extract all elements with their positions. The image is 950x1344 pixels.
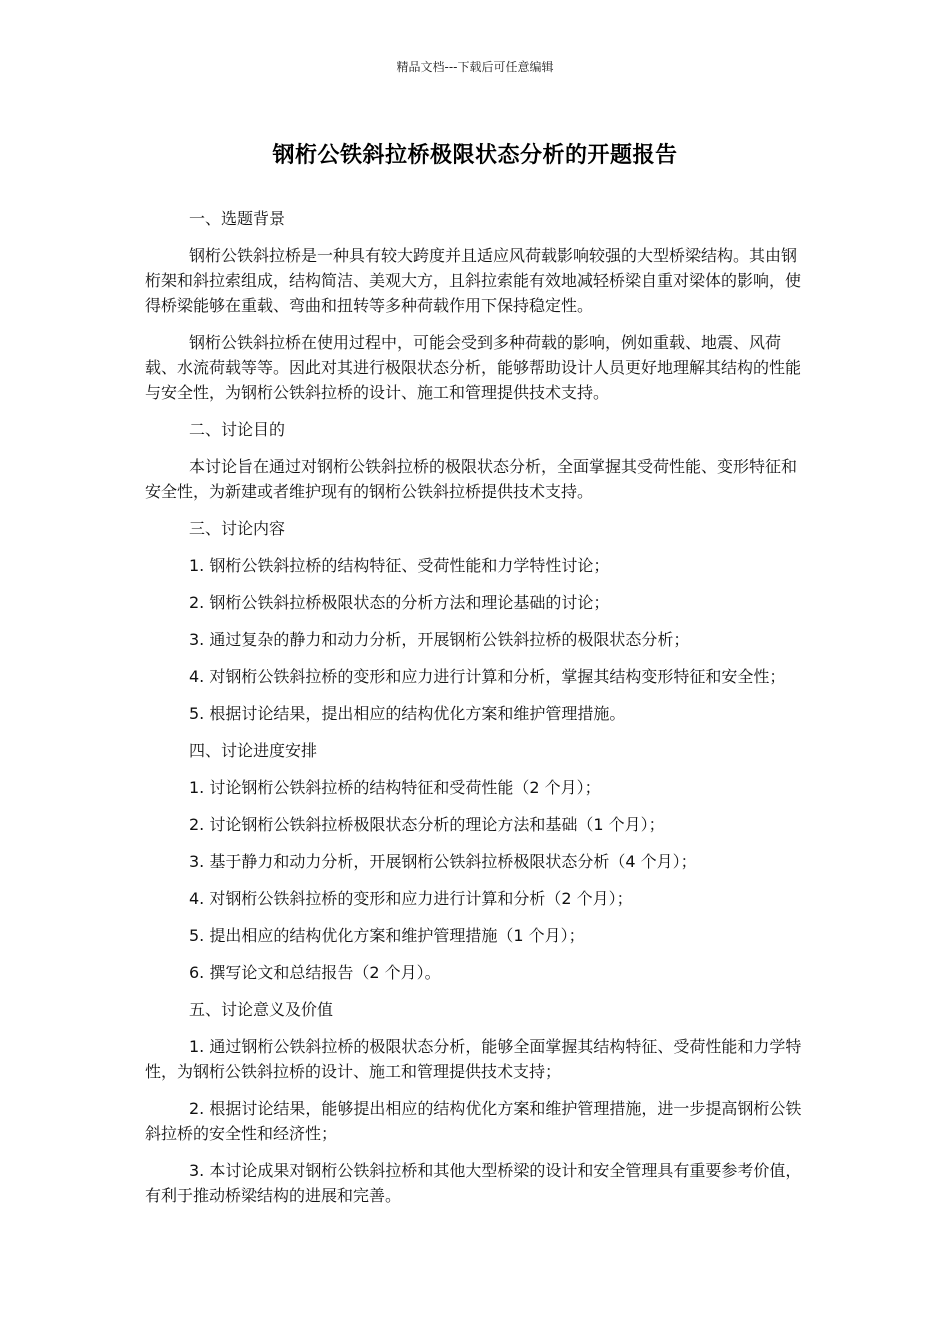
- list-item-schedule-2: 2. 讨论钢桁公铁斜拉桥极限状态分析的理论方法和基础（1 个月）；: [189, 815, 665, 834]
- list-item-content-3: 3. 通过复杂的静力和动力分析，开展钢桁公铁斜拉桥的极限状态分析；: [189, 630, 690, 649]
- section-heading-purpose: 二、讨论目的: [189, 420, 286, 439]
- list-item-schedule-3: 3. 基于静力和动力分析，开展钢桁公铁斜拉桥极限状态分析（4 个月）；: [189, 852, 697, 871]
- section-heading-background: 一、选题背景: [189, 209, 286, 228]
- list-item-content-2: 2. 钢桁公铁斜拉桥极限状态的分析方法和理论基础的讨论；: [189, 593, 610, 612]
- list-item-schedule-5: 5. 提出相应的结构优化方案和维护管理措施（1 个月）；: [189, 926, 585, 945]
- list-item-schedule-4: 4. 对钢桁公铁斜拉桥的变形和应力进行计算和分析（2 个月）；: [189, 889, 633, 908]
- list-item-content-1: 1. 钢桁公铁斜拉桥的结构特征、受荷性能和力学特性讨论；: [189, 556, 610, 575]
- list-item-significance-1: 1. 通过钢桁公铁斜拉桥的极限状态分析，能够全面掌握其结构特征、受荷性能和力学特性，为钢桁公铁斜拉桥的设计、施工和管理提供技术支持；: [145, 1037, 802, 1081]
- paragraph-background-2: 钢桁公铁斜拉桥在使用过程中，可能会受到多种荷载的影响，例如重载、地震、风荷载、水流荷载等等。因此对其进行极限状态分析，能够帮助设计人员更好地理解其结构的性能与安全性，为钢桁公铁斜拉桥的设计、施工和管理提供技术支持。: [145, 333, 802, 402]
- section-heading-significance: 五、讨论意义及价值: [189, 1000, 334, 1019]
- list-item-significance-3: 3. 本讨论成果对钢桁公铁斜拉桥和其他大型桥梁的设计和安全管理具有重要参考价值，有利于推动桥梁结构的进展和完善。: [145, 1161, 802, 1205]
- list-item-schedule-6: 6. 撰写论文和总结报告（2 个月）。: [189, 963, 441, 982]
- section-heading-schedule: 四、讨论进度安排: [189, 741, 318, 760]
- paragraph-background-1: 钢桁公铁斜拉桥是一种具有较大跨度并且适应风荷载影响较强的大型桥梁结构。其由钢桁架和斜拉索组成，结构简洁、美观大方，且斜拉索能有效地减轻桥梁自重对梁体的影响，使得桥梁能够在重载、弯曲和扭转等多种荷载作用下保持稳定性。: [145, 246, 802, 315]
- section-heading-content: 三、讨论内容: [189, 519, 286, 538]
- document-title: 钢桁公铁斜拉桥极限状态分析的开题报告: [272, 143, 678, 168]
- document-body: [145, 206, 805, 1220]
- header-note: 精品文档---下载后可任意编辑: [396, 60, 554, 74]
- list-item-significance-2: 2. 根据讨论结果，能够提出相应的结构优化方案和维护管理措施，进一步提高钢桁公铁斜拉桥的安全性和经济性；: [145, 1099, 802, 1143]
- list-item-content-5: 5. 根据讨论结果，提出相应的结构优化方案和维护管理措施。: [189, 704, 626, 723]
- list-item-content-4: 4. 对钢桁公铁斜拉桥的变形和应力进行计算和分析，掌握其结构变形特征和安全性；: [189, 667, 786, 686]
- paragraph-purpose: 本讨论旨在通过对钢桁公铁斜拉桥的极限状态分析，全面掌握其受荷性能、变形特征和安全性，为新建或者维护现有的钢桁公铁斜拉桥提供技术支持。: [145, 457, 798, 501]
- list-item-schedule-1: 1. 讨论钢桁公铁斜拉桥的结构特征和受荷性能（2 个月）；: [189, 778, 601, 797]
